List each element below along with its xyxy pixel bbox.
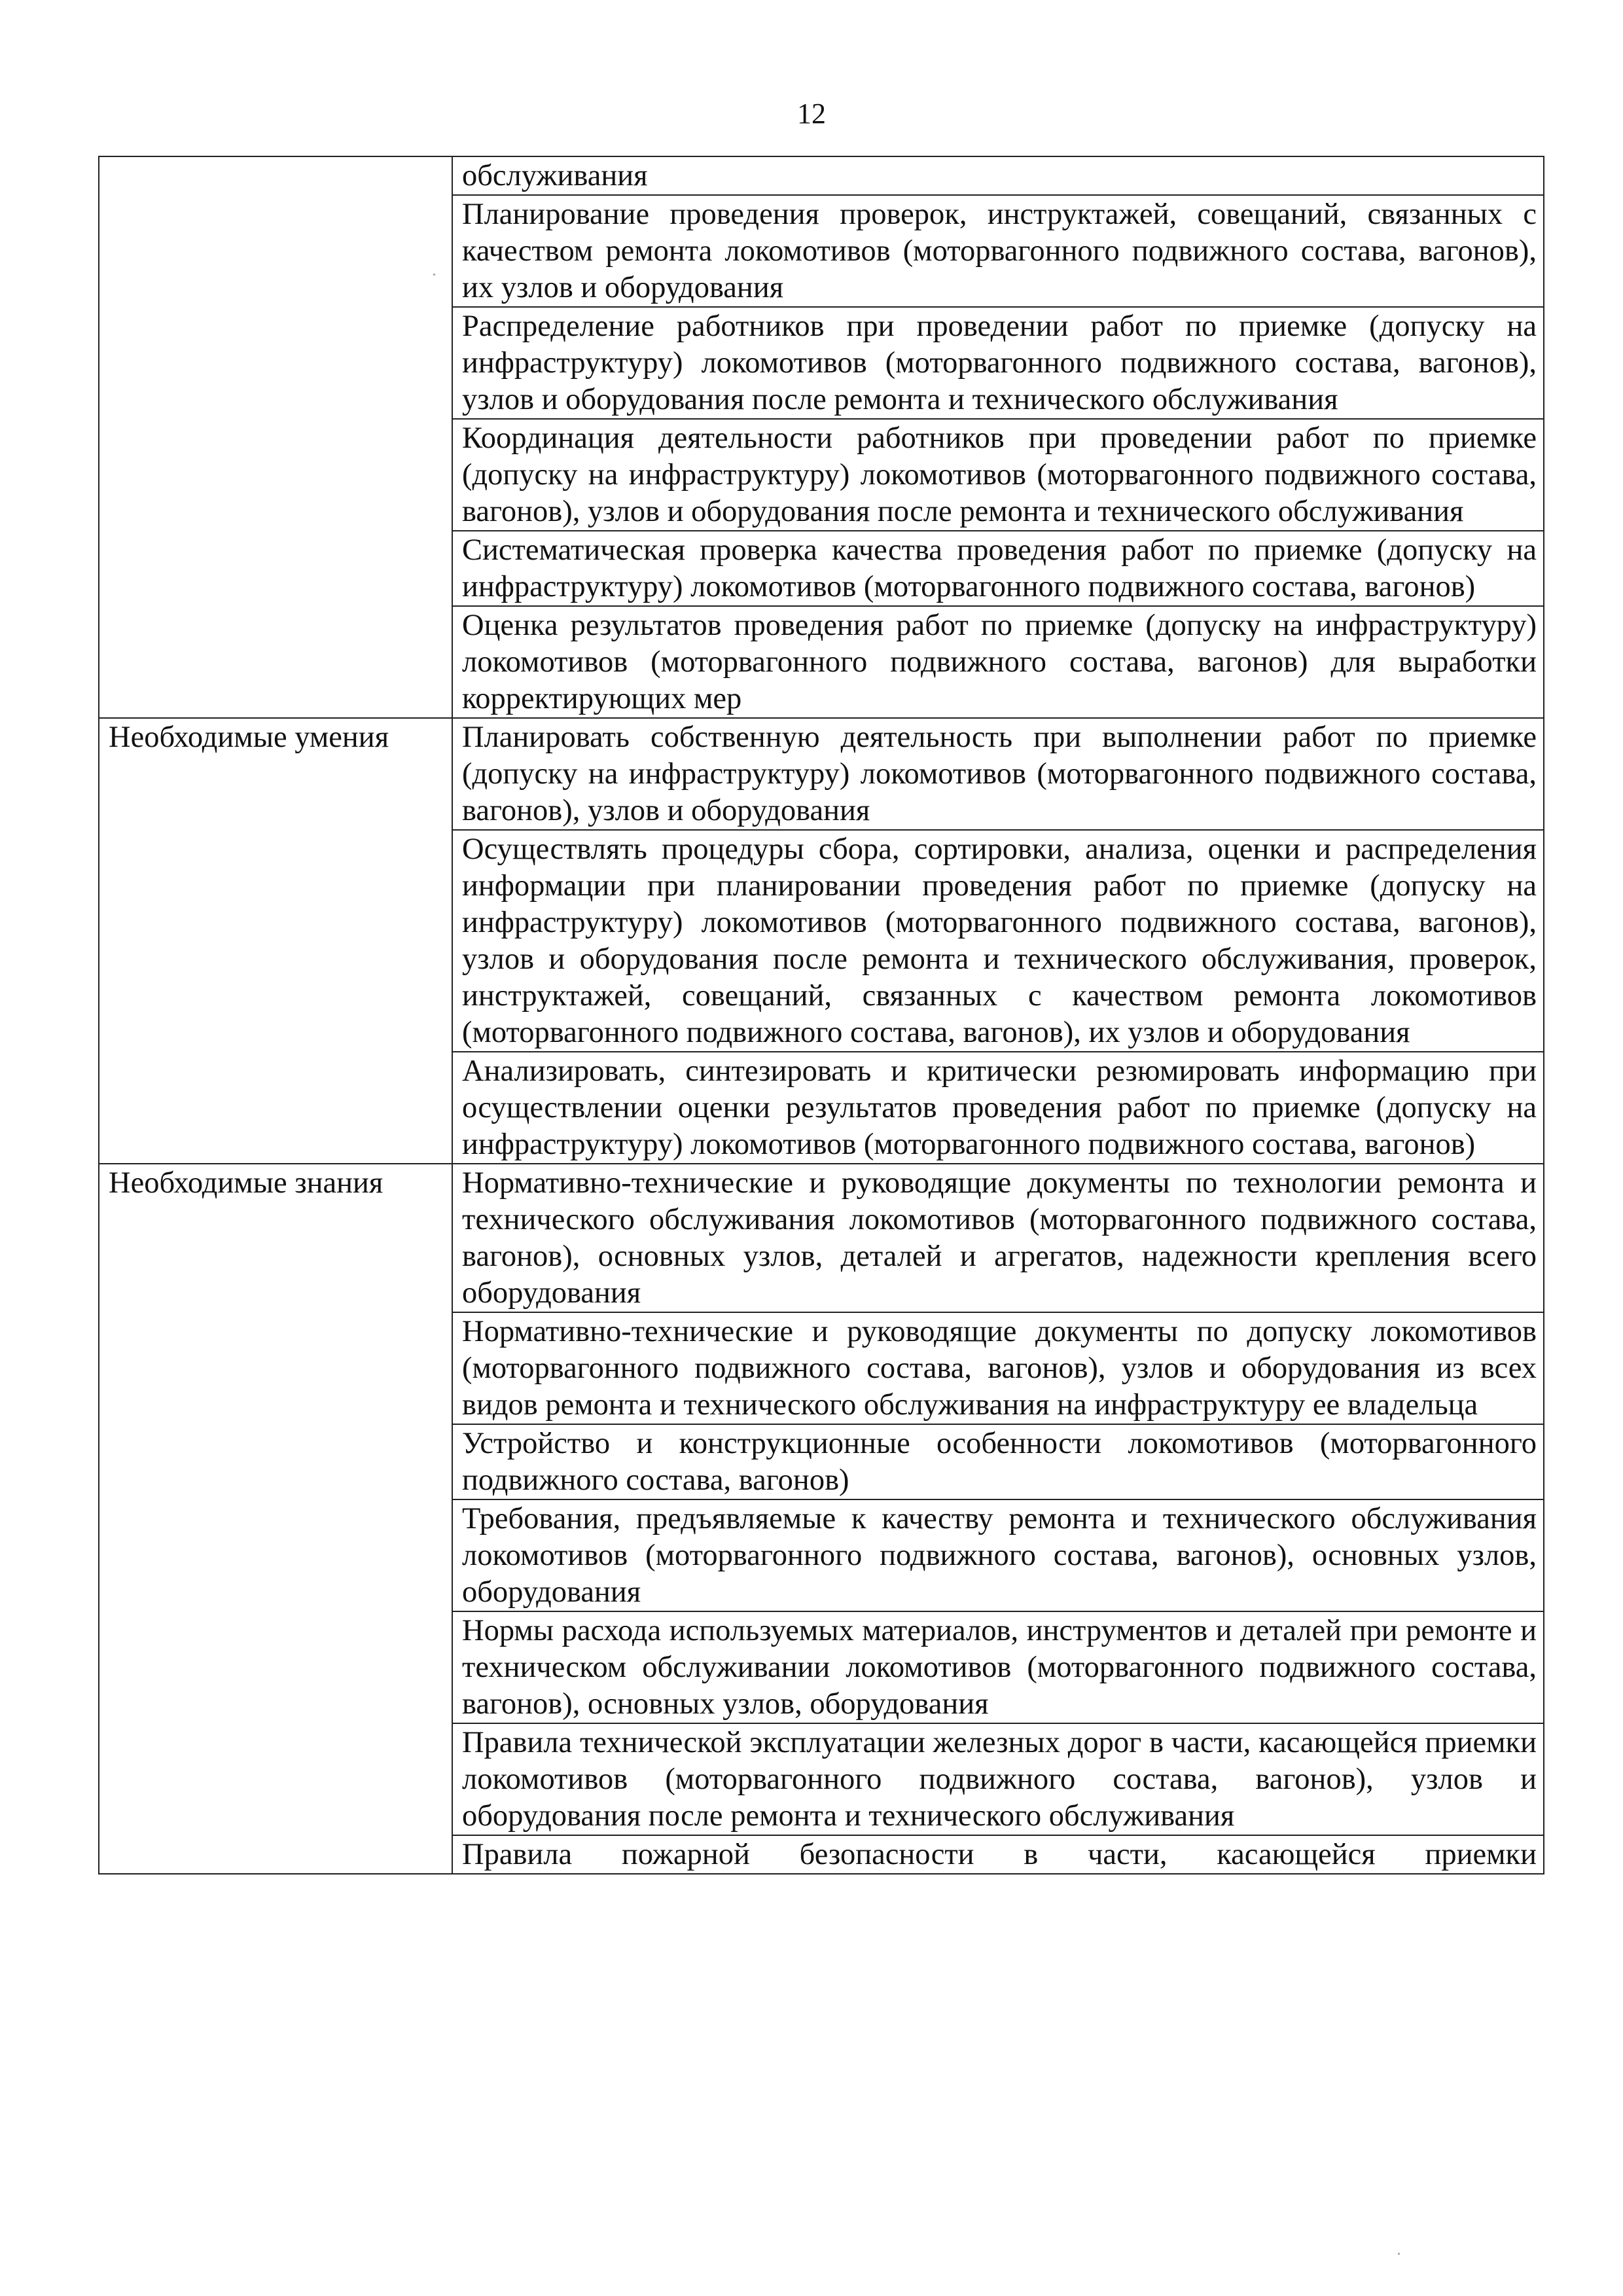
scan-speck xyxy=(1398,2253,1400,2255)
section-label-cell-empty xyxy=(99,156,452,718)
table-cell: Планирование проведения проверок, инструктажей, совещаний, связанных с качеством ремонта локомотивов (моторвагонного подвижного состава, вагонов), их узлов и оборудования xyxy=(452,195,1544,307)
table-cell: Планировать собственную деятельность при выполнении работ по приемке (допуску на инфраструктуру) локомотивов (моторвагонного подвижного состава, вагонов), узлов и оборудования xyxy=(452,718,1544,830)
page-number: 12 xyxy=(797,98,826,130)
table-row xyxy=(99,718,1544,830)
knowledge-label: Необходимые знания xyxy=(99,1164,452,1874)
table-cell: Координация деятельности работников при проведении работ по приемке (допуску на инфраструктуру) локомотивов (моторвагонного подвижного состава, вагонов), узлов и оборудования после ремонта и технического обслуживания xyxy=(452,419,1544,531)
table-row xyxy=(99,156,1544,195)
table-cell: Правила пожарной безопасности в части, касающейся приемки xyxy=(452,1835,1544,1874)
scan-speck xyxy=(433,274,435,276)
table-row xyxy=(99,1164,1544,1312)
table-cell: Оценка результатов проведения работ по приемке (допуску на инфраструктуру) локомотивов (моторвагонного подвижного состава, вагонов) для выработки корректирующих мер xyxy=(452,606,1544,718)
table-cell: Осуществлять процедуры сбора, сортировки, анализа, оценки и распределения информации при планировании проведения работ по приемке (допуску на инфраструктуру) локомотивов (моторвагонного подвижного состава, вагонов), узлов и оборудования после ремонта и технического обслуживания, проверок, инструктажей, совещаний, связанных с качеством ремонта локомотивов (моторвагонного подвижного состава, вагонов), их узлов и оборудования xyxy=(452,830,1544,1052)
table-cell: Нормативно-технические и руководящие документы по допуску локомотивов (моторвагонного подвижного состава, вагонов), узлов и оборудования из всех видов ремонта и технического обслуживания на инфраструктуру ее владельца xyxy=(452,1312,1544,1424)
table-cell: Распределение работников при проведении работ по приемке (допуску на инфраструктуру) локомотивов (моторвагонного подвижного состава, вагонов), узлов и оборудования после ремонта и технического обслуживания xyxy=(452,307,1544,419)
table-cell: Требования, предъявляемые к качеству ремонта и технического обслуживания локомотивов (моторвагонного подвижного состава, вагонов), основных узлов, оборудования xyxy=(452,1499,1544,1611)
table-cell: обслуживания xyxy=(452,156,1544,195)
requirements-table xyxy=(98,156,1544,1874)
table-cell: Нормативно-технические и руководящие документы по технологии ремонта и технического обслуживания локомотивов (моторвагонного подвижного состава, вагонов), основных узлов, деталей и агрегатов, надежности крепления всего оборудования xyxy=(452,1164,1544,1312)
table-cell: Правила технической эксплуатации железных дорог в части, касающейся приемки локомотивов (моторвагонного подвижного состава, вагонов), узлов и оборудования после ремонта и технического обслуживания xyxy=(452,1723,1544,1835)
table-cell: Систематическая проверка качества проведения работ по приемке (допуску на инфраструктуру) локомотивов (моторвагонного подвижного состава, вагонов) xyxy=(452,531,1544,606)
skills-label: Необходимые умения xyxy=(99,718,452,1164)
table-cell: Нормы расхода используемых материалов, инструментов и деталей при ремонте и техническом обслуживании локомотивов (моторвагонного подвижного состава, вагонов), основных узлов, оборудования xyxy=(452,1611,1544,1723)
table-cell: Устройство и конструкционные особенности локомотивов (моторвагонного подвижного состава, вагонов) xyxy=(452,1424,1544,1499)
table-cell: Анализировать, синтезировать и критически резюмировать информацию при осуществлении оценки результатов проведения работ по приемке (допуску на инфраструктуру) локомотивов (моторвагонного подвижного состава, вагонов) xyxy=(452,1052,1544,1164)
